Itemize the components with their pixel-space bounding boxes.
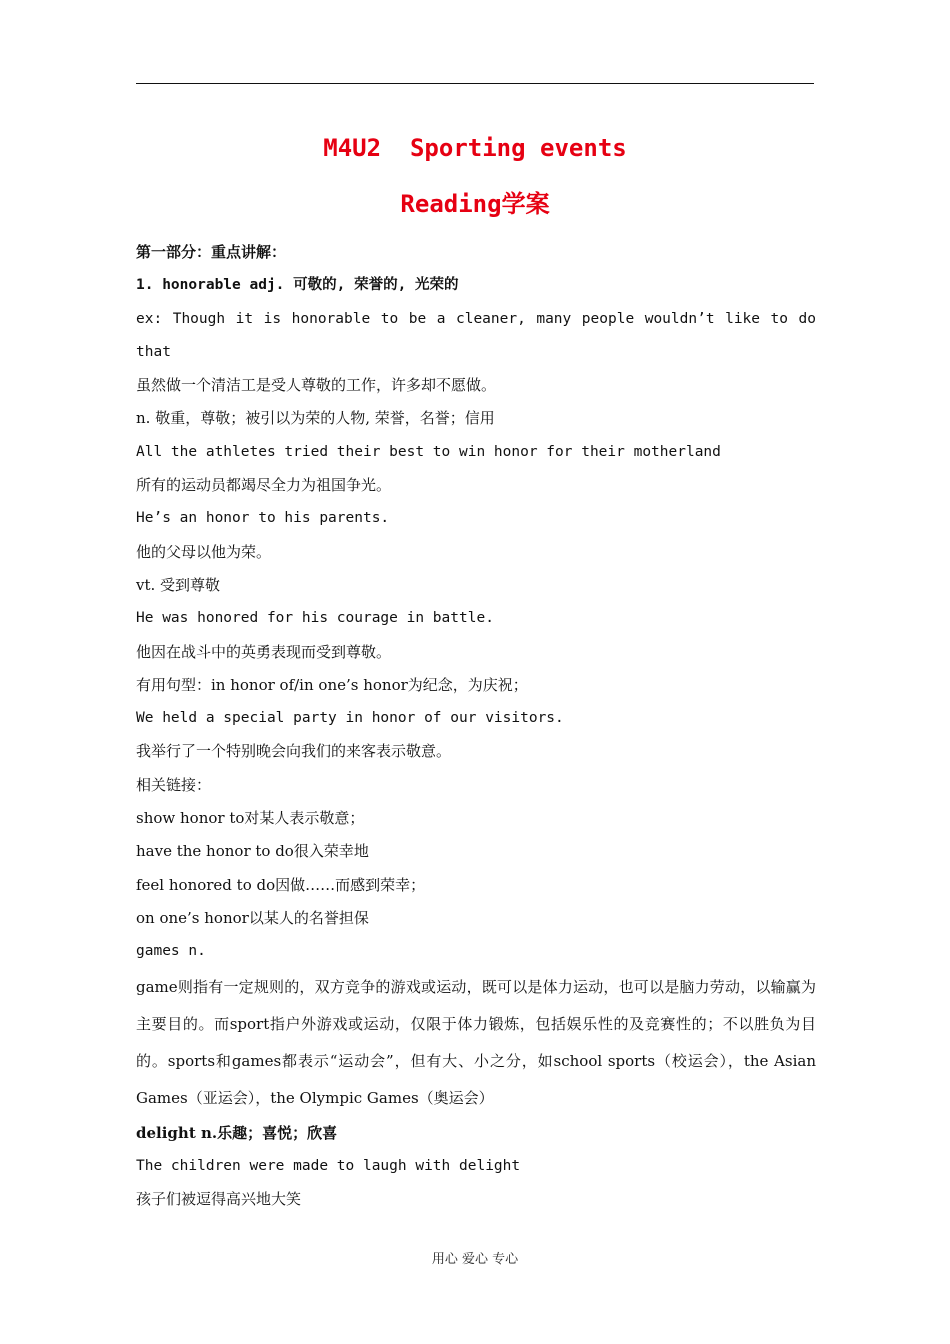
translation-line: 我举行了一个特别晚会向我们的来客表示敬意。 bbox=[136, 742, 452, 761]
translation-line: 他因在战斗中的英勇表现而受到尊敬。 bbox=[136, 642, 392, 661]
useful-pattern: 有用句型：in honor of/in one’s honor为纪念，为庆祝； bbox=[136, 675, 528, 694]
related-links-heading: 相关链接： bbox=[136, 775, 212, 794]
phrase-item: have the honor to do很入荣幸地 bbox=[136, 842, 369, 861]
page-footer: 用心 爱心 专心 bbox=[431, 1252, 519, 1267]
example-sentence: ex: Though it is honorable to be a cleaner, many people wouldn’t like to do bbox=[136, 310, 816, 327]
translation-line: 虽然做一个清洁工是受人尊敬的工作，许多却不愿做。 bbox=[136, 376, 497, 395]
document-subtitle: Reading学案 bbox=[400, 190, 550, 218]
vocab-entry-honorable: 1. honorable adj. 可敬的, 荣誉的, 光荣的 bbox=[136, 277, 459, 294]
phrase-item: on one’s honor以某人的名誉担保 bbox=[136, 908, 369, 927]
phrase-item: show honor to对某人表示敬意； bbox=[136, 809, 365, 828]
example-sentence: He was honored for his courage in battle. bbox=[136, 610, 494, 627]
document-title: M4U2 Sporting events bbox=[323, 134, 627, 162]
example-sentence: The children were made to laugh with delight bbox=[136, 1157, 521, 1174]
definition-verb: vt. 受到尊敬 bbox=[136, 575, 221, 594]
definition-noun: n. 敬重，尊敬；被引以为荣的人物, 荣誉，名誉；信用 bbox=[136, 409, 495, 428]
document-body bbox=[136, 236, 816, 1216]
section-heading: 第一部分：重点讲解： bbox=[136, 243, 287, 261]
example-sentence-cont: that bbox=[136, 343, 171, 360]
example-sentence: All the athletes tried their best to win honor for their motherland bbox=[136, 443, 721, 460]
translation-line: 所有的运动员都竭尽全力为祖国争光。 bbox=[136, 476, 392, 495]
usage-explanation-paragraph: game则指有一定规则的，双方竞争的游戏或运动，既可以是体力运动，也可以是脑力劳动，以输赢为主要目的。而sport指户外游戏或运动，仅限于体力锻炼，包括娱乐性的及竞赛性的；不以胜负为目的。sports和games都表示“运动会”，但有大、小之分，如school sports（校运会），the Asian Games（亚运会），the Olympic Games（奥运会） bbox=[136, 977, 816, 1107]
example-sentence: We held a special party in honor of our visitors. bbox=[136, 710, 564, 727]
phrase-item: feel honored to do因做……而感到荣幸； bbox=[136, 875, 426, 894]
translation-line: 他的父母以他为荣。 bbox=[136, 542, 272, 561]
header-rule bbox=[136, 83, 814, 84]
translation-line: 孩子们被逗得高兴地大笑 bbox=[136, 1190, 302, 1209]
vocab-entry-delight: delight n.乐趣；喜悦；欣喜 bbox=[136, 1123, 338, 1142]
example-sentence: He’s an honor to his parents. bbox=[136, 510, 390, 527]
vocab-entry-games: games n. bbox=[136, 943, 206, 960]
